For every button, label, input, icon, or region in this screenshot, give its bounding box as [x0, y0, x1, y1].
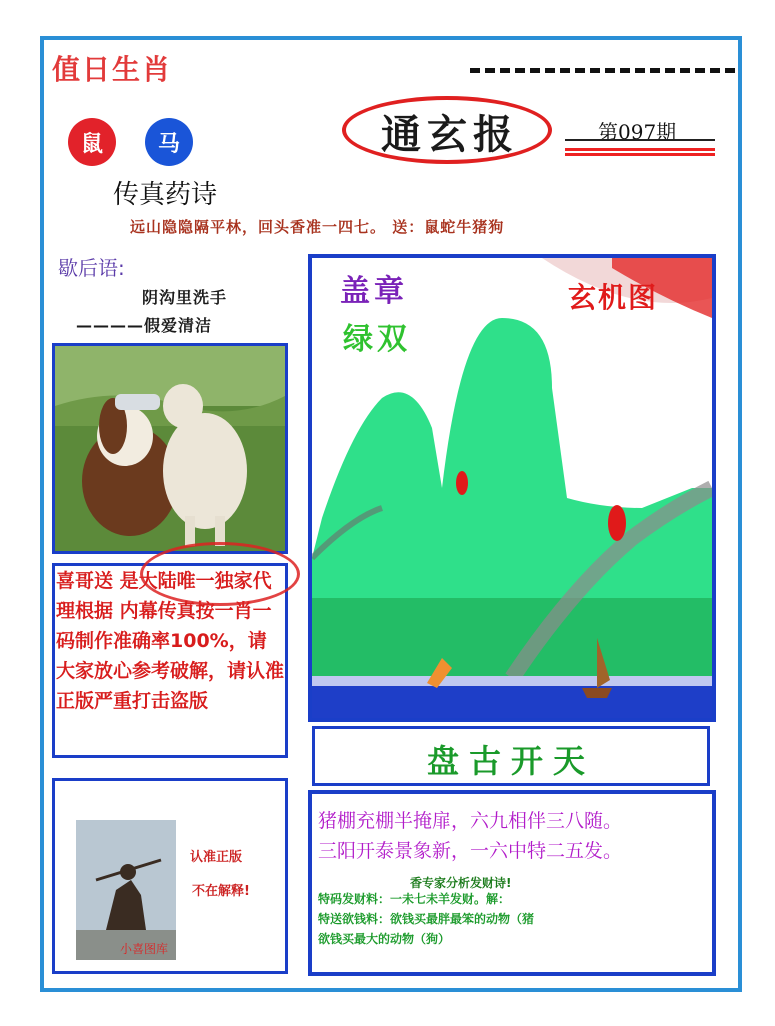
poem-line-1: 猪棚充棚半掩扉，六九相伴三八随。: [318, 810, 623, 832]
dog-lamb-illustration: [55, 346, 285, 551]
warrior-statue-image: [76, 820, 176, 960]
fax-poem: 远山隐隐隔平林，回头香准一四七。 送：鼠蛇牛猪狗: [130, 218, 505, 236]
logo-title: 通玄报: [381, 111, 519, 158]
analysis-line-1: 特码发财料：一未七未羊发财。解：: [318, 892, 511, 906]
zodiac-badge-rat: 鼠: [68, 118, 116, 166]
fax-poem-label: 传真药诗: [113, 180, 218, 210]
poem-line-2: 三阳开泰景象新，一六中特二五发。: [318, 840, 623, 862]
issue-underline: [565, 139, 715, 141]
map-title-green-pair: 绿双: [343, 322, 411, 357]
verify-genuine-text: 认准正版: [190, 850, 243, 865]
xiehouyu-line-2: ————假爱清洁: [76, 316, 213, 335]
analysis-line-3: 欲钱买最大的动物（狗）: [318, 932, 451, 946]
analysis-title: 香专家分析发财诗!: [410, 876, 512, 890]
analysis-line-2: 特送欲钱料：欲钱买最胖最笨的动物（猪: [318, 912, 535, 926]
watermark-text: 小喜图库: [120, 942, 169, 956]
no-explanation-text: 不在解释!: [192, 884, 250, 899]
map-title-stamp: 盖章: [340, 274, 408, 309]
dog-lamb-photo: [52, 343, 288, 554]
map-caption: 盘古开天: [426, 742, 595, 780]
issue-number: 第097期: [598, 120, 677, 144]
duty-zodiac-title: 值日生肖: [52, 53, 173, 86]
issue-double-line: [565, 148, 715, 156]
statue-illustration: [76, 820, 176, 960]
header-dashed-rule: [470, 68, 735, 73]
promo-text: 喜哥送 是大陆唯一独家代理根据 内幕传真按一肖一码制作准确率100%，请大家放心参考破解，请认准正版严重打击盗版: [56, 570, 285, 712]
red-seal-stamp: [140, 542, 300, 606]
zodiac-badge-horse: 马: [145, 118, 193, 166]
xiehouyu-line-1: 阴沟里洗手: [142, 288, 228, 307]
xiehouyu-label: 歇后语:: [58, 256, 125, 280]
map-title-mystery: 玄机图: [568, 281, 659, 314]
